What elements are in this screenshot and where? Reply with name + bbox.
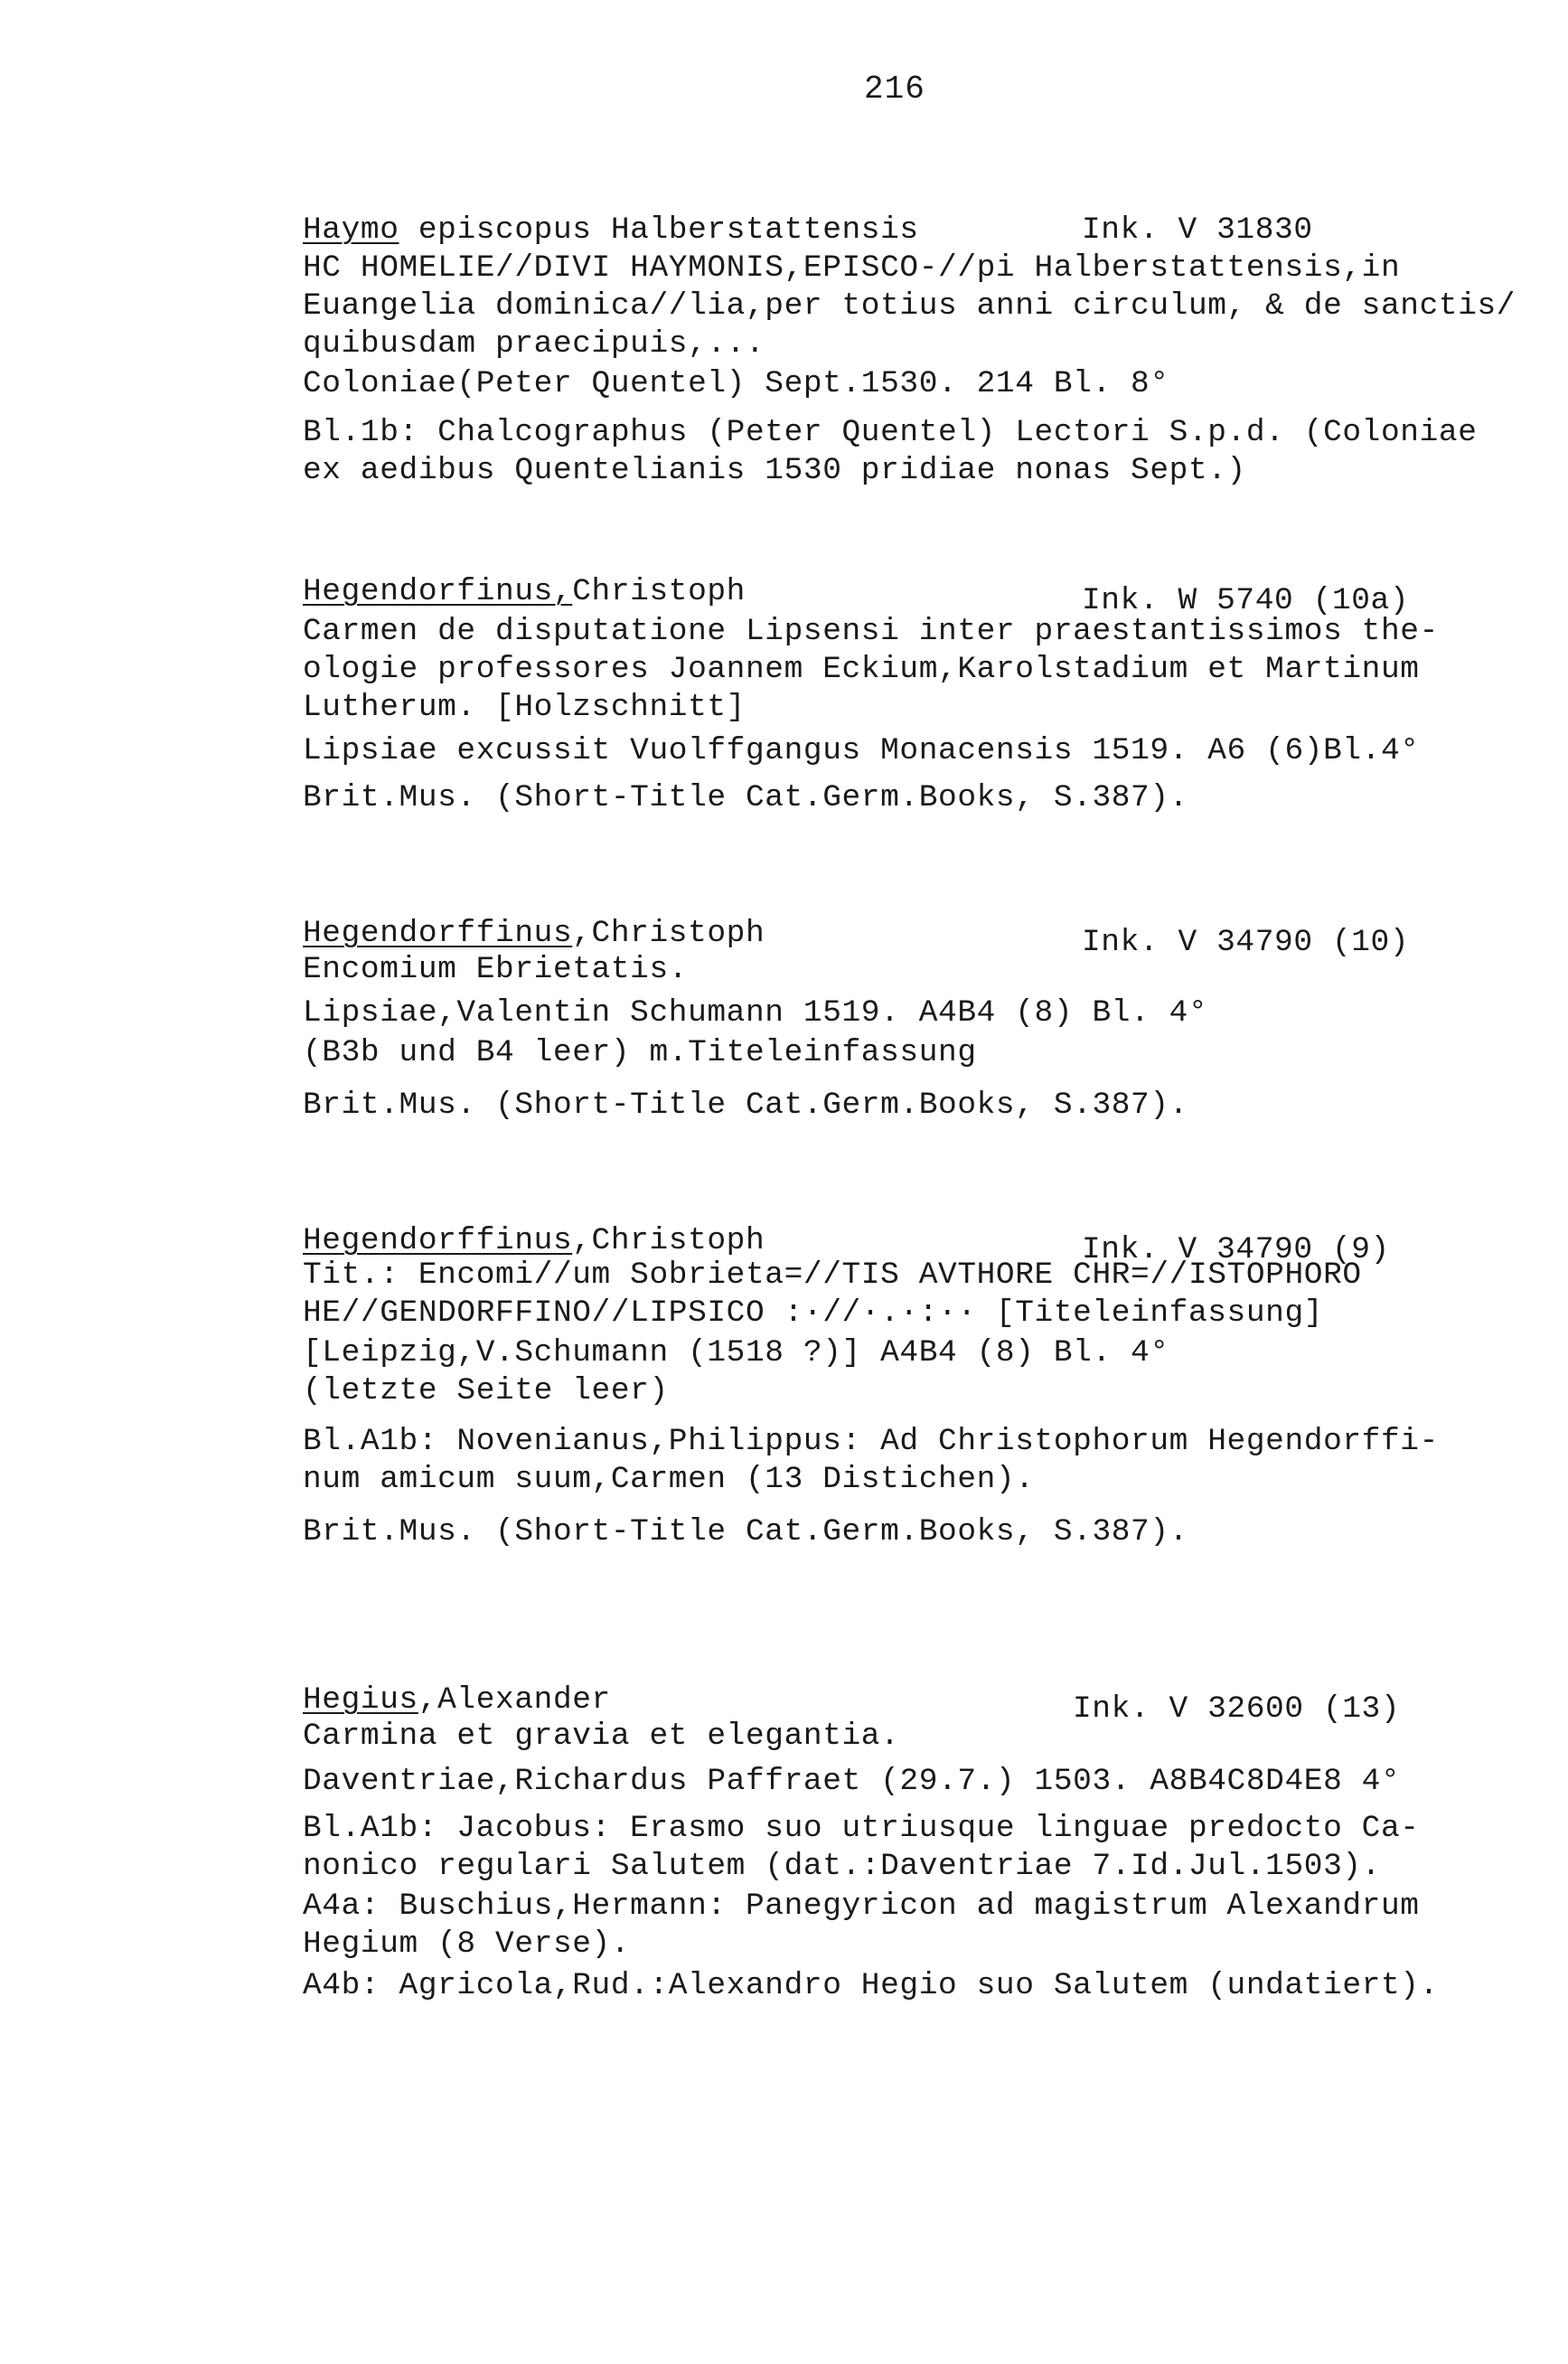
ink-number: Ink. V 34790 (10) [1082, 925, 1410, 960]
entry-line: [Leipzig,V.Schumann (1518 ?)] A4B4 (8) Bl. 4° [303, 1335, 1169, 1370]
author-rest: Christoph [572, 574, 746, 609]
entry-line: HE//GENDORFFINO//LIPSICO :·//·.·:·· [Titeleinfassung] [303, 1295, 1324, 1331]
entry-line: Coloniae(Peter Quentel) Sept.1530. 214 Bl. 8° [303, 366, 1169, 401]
entry-heading [303, 915, 765, 953]
entry-line: A4a: Buschius,Hermann: Panegyricon ad magistrum Alexandrum [303, 1888, 1420, 1924]
entry-line: Encomium Ebrietatis. [303, 952, 689, 987]
entry-line: HC HOMELIE//DIVI HAYMONIS,EPISCO-//pi Halberstattensis,in [303, 250, 1401, 286]
entry-line: Bl.A1b: Novenianus,Philippus: Ad Christophorum Hegendorffi- [303, 1424, 1439, 1459]
entry-line: Daventriae,Richardus Paffraet (29.7.) 1503. A8B4C8D4E8 4° [303, 1764, 1401, 1799]
ink-number: Ink. V 34790 (9) [1082, 1232, 1390, 1267]
entry-line: Bl.1b: Chalcographus (Peter Quentel) Lectori S.p.d. (Coloniae [303, 415, 1478, 450]
author-rest: ,Alexander [418, 1682, 611, 1718]
ink-number: Ink. V 32600 (13) [1073, 1691, 1401, 1727]
author-name: Hegendorffinus [303, 1223, 573, 1258]
entry-line: Carmen de disputatione Lipsensi inter praestantissimos the- [303, 614, 1439, 649]
entry-line: Bl.A1b: Jacobus: Erasmo suo utriusque linguae predocto Ca- [303, 1811, 1420, 1846]
entry-line: Carmina et gravia et elegantia. [303, 1719, 900, 1754]
page-number: 216 [864, 71, 925, 108]
author-name: Hegendorffinus [303, 916, 573, 951]
entry-line: Lutherum. [Holzschnitt] [303, 690, 746, 725]
entry-line: Tit.: Encomi//um Sobrieta=//TIS AVTHORE CHR=//ISTOPHORO [303, 1257, 1362, 1293]
ink-number: Ink. V 31830 [1082, 212, 1313, 248]
entry-line: Brit.Mus. (Short-Title Cat.Germ.Books, S.387). [303, 780, 1188, 815]
entry-line: Lipsiae excussit Vuolffgangus Monacensis 1519. A6 (6)Bl.4° [303, 733, 1420, 768]
author-rest: ,Christoph [572, 916, 765, 951]
entry-line: Hegium (8 Verse). [303, 1926, 631, 1962]
author-rest: ,Christoph [572, 1223, 765, 1258]
entry-heading [303, 1681, 611, 1719]
entry-line: ex aedibus Quentelianis 1530 pridiae nonas Sept.) [303, 453, 1246, 488]
author-name: Hegius [303, 1682, 418, 1718]
entry-line: (letzte Seite leer) [303, 1373, 669, 1408]
entry-line: ologie professores Joannem Eckium,Karolstadium et Martinum [303, 652, 1420, 687]
entry-line: (B3b und B4 leer) m.Titeleinfassung [303, 1035, 977, 1070]
entry-line: A4b: Agricola,Rud.:Alexandro Hegio suo Salutem (undatiert). [303, 1968, 1439, 2003]
author-rest: episcopus Halberstattensis [399, 212, 919, 248]
ink-number: Ink. W 5740 (10a) [1082, 583, 1410, 618]
entry-heading [303, 212, 919, 250]
entry-line: quibusdam praecipuis,... [303, 326, 765, 362]
entry-line: num amicum suum,Carmen (13 Distichen). [303, 1462, 1035, 1497]
entry-line: Lipsiae,Valentin Schumann 1519. A4B4 (8) Bl. 4° [303, 995, 1208, 1031]
entry-line: Brit.Mus. (Short-Title Cat.Germ.Books, S.387). [303, 1514, 1188, 1549]
entry-line: Euangelia dominica//lia,per totius anni circulum, & de sanctis/ [303, 288, 1516, 324]
entry-heading [303, 1222, 765, 1260]
entry-heading [303, 573, 746, 611]
entry-line: nonico regulari Salutem (dat.:Daventriae 7.Id.Jul.1503). [303, 1849, 1381, 1884]
author-name: Hegendorfinus, [303, 574, 573, 609]
author-name: Haymo [303, 212, 399, 248]
entry-line: Brit.Mus. (Short-Title Cat.Germ.Books, S.387). [303, 1088, 1188, 1123]
